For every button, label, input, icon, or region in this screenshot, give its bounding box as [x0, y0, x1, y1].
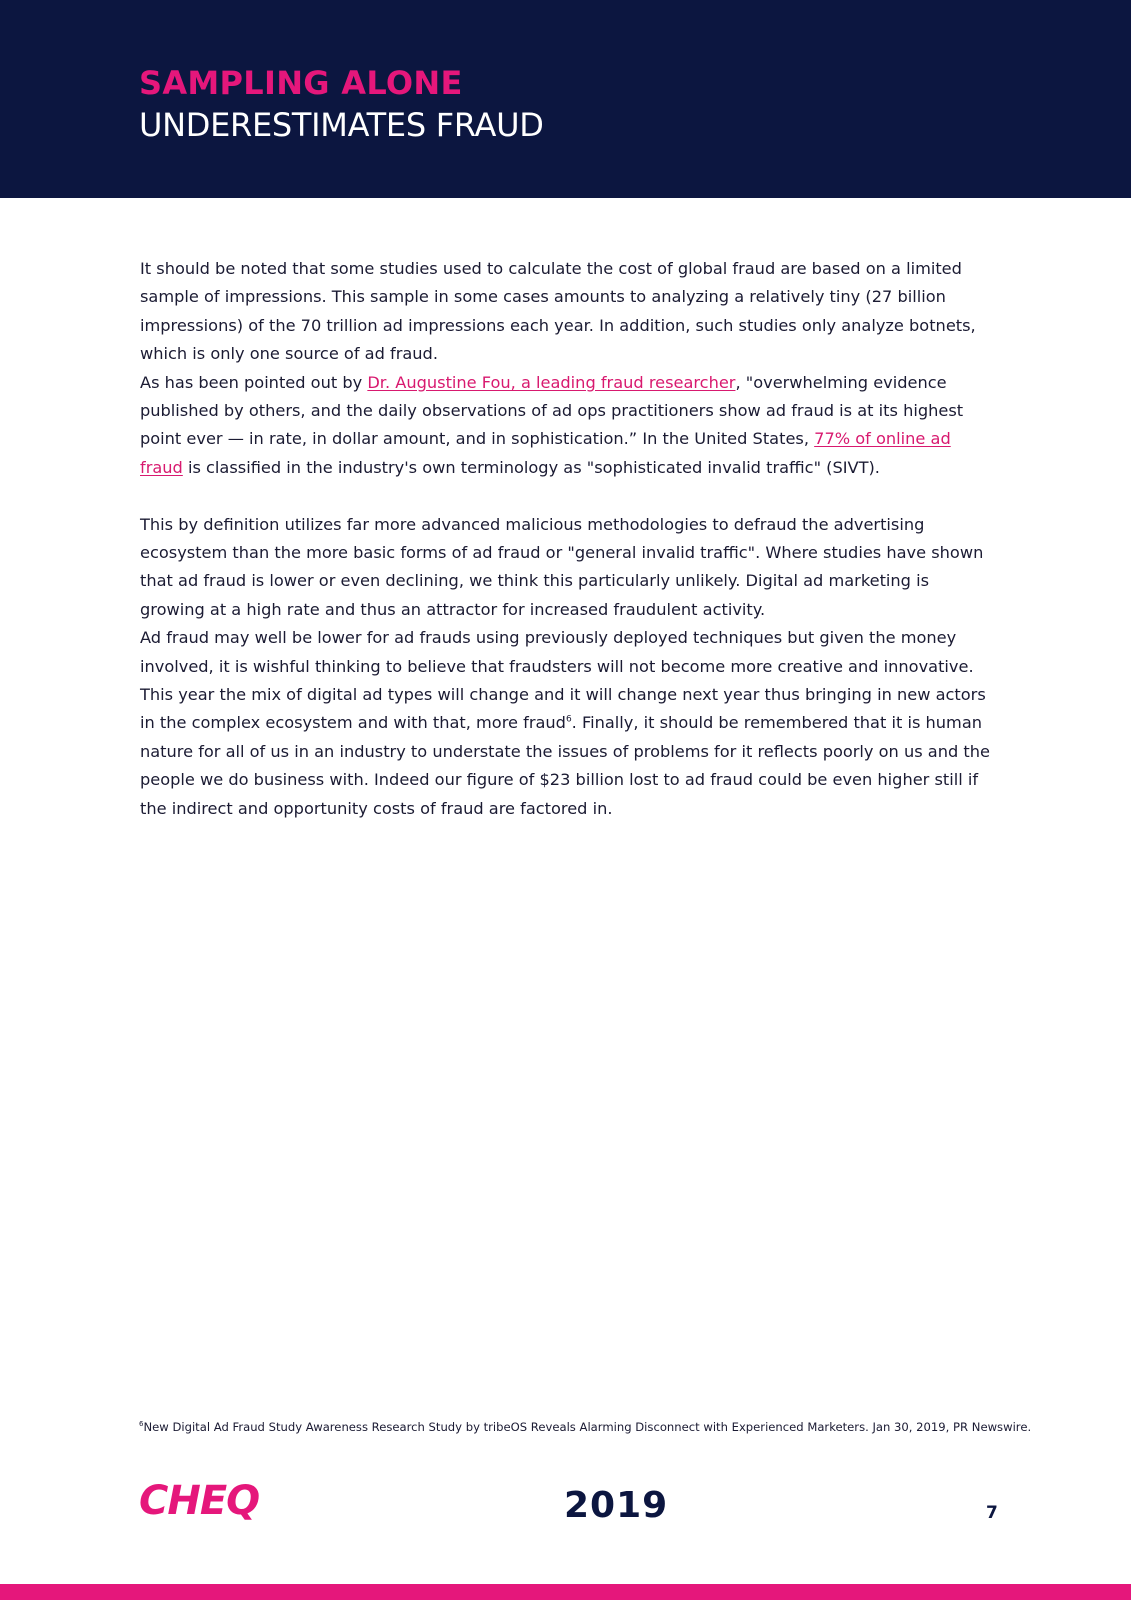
fou-researcher-link[interactable]: Dr. Augustine Fou, a leading fraud researcher	[367, 372, 736, 392]
paragraph	[140, 369, 990, 483]
cheq-logo: CHEQ	[139, 1478, 260, 1524]
footnote-marker: 6	[139, 1420, 144, 1429]
footnote-text: New Digital Ad Fraud Study Awareness Research Study by tribeOS Reveals Alarming Disconnect with Experienced Marketers. Jan 30, 2019, PR Newswire.	[143, 1420, 1032, 1434]
bottom-accent-bar	[0, 1584, 1131, 1600]
paragraph-text: It should be noted that some studies used to calculate the cost of global fraud are based on a limited sample of impressions. This sample in some cases amounts to analyzing a relatively tiny (27 billion impressions) of the 70 trillion ad impressions each year. In addition, such studies only analyze botnets, which is only one source of ad fraud.	[140, 259, 976, 364]
paragraph	[140, 624, 990, 823]
paragraph-text: As has been pointed out by	[140, 372, 368, 392]
paragraph-text: . Finally, it should be remembered that it is human nature for all of us in an industry to understate the issues of problems for it reflects poorly on us and the people we do business with. Indeed our figure of $23 billion lost to ad fraud could be even higher still if the indirect and opportunity costs of fraud are factored in.	[140, 713, 990, 818]
report-year: 2019	[564, 1485, 669, 1526]
paragraph-text: This by definition utilizes far more advanced malicious methodologies to defraud the advertising ecosystem than the more basic forms of ad fraud or "general invalid traffic". Where studies have shown that ad fraud is lower or even declining, we think this particularly unlikely. Digital ad marketing is growing at a high rate and thus an attractor for increased fraudulent activity.	[140, 514, 984, 619]
paragraph	[140, 255, 990, 369]
page-number: 7	[986, 1503, 998, 1523]
section-title-accent: SAMPLING ALONE	[139, 64, 463, 102]
paragraph-text: is classified in the industry's own terminology as "sophisticated invalid traffic" (SIVT).	[182, 457, 880, 477]
online-ad-fraud-link[interactable]: 77% of online ad fraud	[140, 429, 951, 477]
paragraph-text: , "overwhelming evidence published by others, and the daily observations of ad ops practitioners show ad fraud is at its highest point ever — in rate, in dollar amount, and in sophistication.” In the United States,	[140, 372, 964, 449]
paragraph-text: Ad fraud may well be lower for ad frauds using previously deployed techniques but given the money involved, it is wishful thinking to believe that fraudsters will not become more creative and innovative. This year the mix of digital ad types will change and it will change next year thus bringing in new actors in the complex ecosystem and with that, more fraud	[140, 628, 986, 733]
footnote-reference: 6	[565, 715, 572, 726]
body-text	[140, 255, 990, 823]
paragraph	[140, 511, 990, 625]
section-title: UNDERESTIMATES FRAUD	[139, 106, 544, 144]
paragraph-gap	[140, 482, 990, 510]
footnote	[139, 1420, 1031, 1434]
